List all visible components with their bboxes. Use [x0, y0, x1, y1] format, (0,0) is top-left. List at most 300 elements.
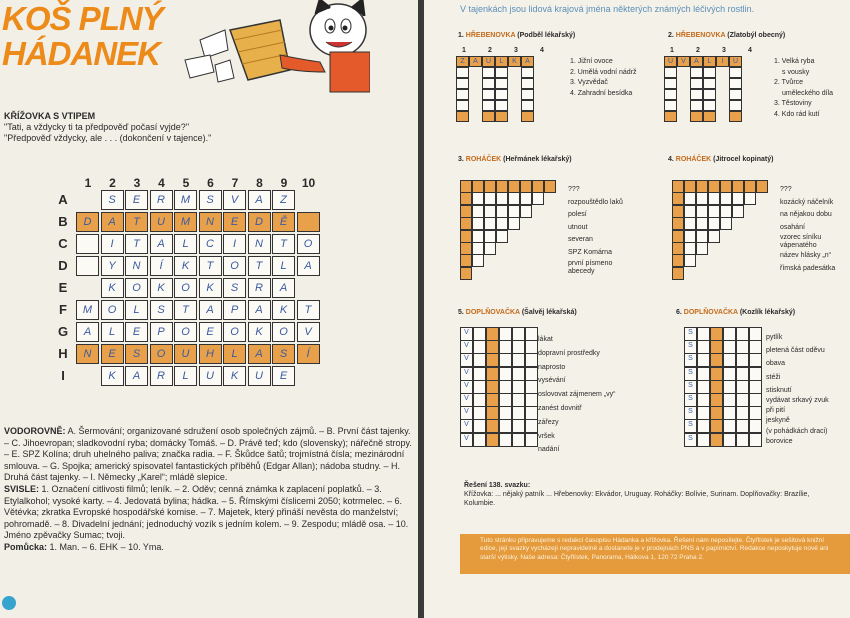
puzzle-cell[interactable] [723, 367, 736, 381]
puzzle-cell[interactable] [512, 406, 525, 420]
puzzle-cell[interactable] [482, 111, 495, 122]
puzzle-cell[interactable] [484, 205, 496, 218]
puzzle-cell[interactable] [499, 367, 512, 381]
crossword-cell[interactable]: S [223, 278, 246, 298]
puzzle-cell[interactable] [684, 242, 696, 255]
puzzle-cell[interactable] [684, 254, 696, 267]
puzzle-cell[interactable] [495, 89, 508, 100]
puzzle-cell[interactable] [512, 353, 525, 367]
puzzle-cell[interactable] [520, 180, 532, 193]
puzzle-cell[interactable] [672, 205, 684, 218]
puzzle-cell[interactable]: S [684, 433, 697, 447]
puzzle-cell[interactable] [472, 180, 484, 193]
puzzle-cell[interactable] [749, 406, 762, 420]
puzzle-cell[interactable] [472, 217, 484, 230]
puzzle-cell[interactable] [484, 180, 496, 193]
puzzle-cell[interactable]: U [482, 56, 495, 67]
crossword-cell[interactable]: N [199, 212, 222, 232]
puzzle-cell[interactable] [460, 242, 472, 255]
crossword-cell[interactable]: T [248, 256, 271, 276]
puzzle-cell[interactable]: I [716, 56, 729, 67]
puzzle-cell[interactable] [499, 380, 512, 394]
crossword-cell[interactable]: I [223, 234, 246, 254]
crossword-cell[interactable]: L [174, 234, 197, 254]
puzzle-cell[interactable] [521, 89, 534, 100]
puzzle-cell[interactable] [486, 419, 499, 433]
puzzle-cell[interactable] [749, 340, 762, 354]
puzzle-cell[interactable] [756, 180, 768, 193]
crossword-cell[interactable]: O [174, 278, 197, 298]
puzzle-cell[interactable] [525, 340, 538, 354]
puzzle-cell[interactable] [729, 100, 742, 111]
puzzle-cell[interactable] [697, 327, 710, 341]
puzzle-cell[interactable] [460, 254, 472, 267]
crossword-cell[interactable]: O [297, 234, 320, 254]
crossword-cell[interactable]: S [150, 300, 173, 320]
puzzle-cell[interactable] [684, 217, 696, 230]
crossword-cell[interactable]: A [272, 278, 295, 298]
crossword-cell[interactable]: N [125, 256, 148, 276]
crossword-cell[interactable]: E [223, 212, 246, 232]
puzzle-cell[interactable] [732, 180, 744, 193]
crossword-cell[interactable]: K [174, 256, 197, 276]
crossword-cell[interactable] [76, 256, 99, 276]
puzzle-cell[interactable] [496, 180, 508, 193]
puzzle-cell[interactable] [486, 340, 499, 354]
puzzle-cell[interactable]: V [460, 340, 473, 354]
puzzle-cell[interactable] [484, 242, 496, 255]
puzzle-cell[interactable] [484, 230, 496, 243]
puzzle-cell[interactable] [690, 78, 703, 89]
puzzle-cell[interactable] [460, 192, 472, 205]
puzzle-cell[interactable] [696, 192, 708, 205]
puzzle-cell[interactable] [736, 340, 749, 354]
puzzle-cell[interactable]: S [684, 380, 697, 394]
puzzle-cell[interactable] [749, 419, 762, 433]
puzzle-cell[interactable] [672, 180, 684, 193]
puzzle-cell[interactable] [496, 192, 508, 205]
puzzle-cell[interactable] [697, 406, 710, 420]
puzzle-cell[interactable] [672, 230, 684, 243]
crossword-cell[interactable]: A [248, 344, 271, 364]
puzzle-cell[interactable] [696, 180, 708, 193]
crossword-cell[interactable]: L [101, 322, 124, 342]
puzzle-cell[interactable] [749, 327, 762, 341]
puzzle-cell[interactable] [729, 67, 742, 78]
puzzle-cell[interactable] [697, 419, 710, 433]
crossword-cell[interactable]: T [125, 212, 148, 232]
puzzle-cell[interactable] [710, 353, 723, 367]
puzzle-cell[interactable] [508, 217, 520, 230]
puzzle-cell[interactable] [472, 230, 484, 243]
crossword-cell[interactable]: O [150, 344, 173, 364]
puzzle-cell[interactable] [512, 419, 525, 433]
puzzle-cell[interactable] [672, 192, 684, 205]
puzzle-cell[interactable] [696, 217, 708, 230]
puzzle-cell[interactable] [708, 192, 720, 205]
puzzle-cell[interactable] [508, 180, 520, 193]
puzzle-cell[interactable] [521, 78, 534, 89]
puzzle-cell[interactable] [720, 192, 732, 205]
crossword-cell[interactable]: L [174, 366, 197, 386]
puzzle-cell[interactable] [472, 242, 484, 255]
puzzle-cell[interactable]: U [729, 56, 742, 67]
crossword-cell[interactable]: P [150, 322, 173, 342]
puzzle-cell[interactable] [720, 180, 732, 193]
puzzle-cell[interactable] [684, 192, 696, 205]
crossword-cell[interactable]: R [150, 190, 173, 210]
puzzle-cell[interactable] [512, 327, 525, 341]
crossword-cell[interactable]: A [125, 366, 148, 386]
crossword-cell[interactable]: P [223, 300, 246, 320]
crossword-cell[interactable] [76, 234, 99, 254]
puzzle-cell[interactable] [697, 367, 710, 381]
puzzle-cell[interactable] [710, 340, 723, 354]
puzzle-cell[interactable] [664, 111, 677, 122]
puzzle-cell[interactable] [532, 180, 544, 193]
puzzle-cell[interactable]: V [460, 393, 473, 407]
crossword-cell[interactable]: I [101, 234, 124, 254]
crossword-cell[interactable]: N [248, 234, 271, 254]
puzzle-cell[interactable] [482, 100, 495, 111]
puzzle-cell[interactable] [499, 327, 512, 341]
puzzle-cell[interactable] [710, 393, 723, 407]
crossword-cell[interactable]: C [199, 234, 222, 254]
puzzle-cell[interactable] [525, 393, 538, 407]
puzzle-cell[interactable] [744, 180, 756, 193]
puzzle-cell[interactable] [708, 180, 720, 193]
crossword-cell[interactable]: D [248, 212, 271, 232]
puzzle-cell[interactable]: L [495, 56, 508, 67]
puzzle-cell[interactable] [495, 100, 508, 111]
puzzle-cell[interactable] [697, 393, 710, 407]
crossword-cell[interactable]: E [272, 366, 295, 386]
puzzle-cell[interactable] [496, 217, 508, 230]
puzzle-cell[interactable] [736, 367, 749, 381]
puzzle-cell[interactable] [723, 406, 736, 420]
puzzle-cell[interactable] [499, 406, 512, 420]
puzzle-cell[interactable] [703, 67, 716, 78]
puzzle-cell[interactable] [473, 393, 486, 407]
puzzle-cell[interactable] [736, 380, 749, 394]
crossword-cell[interactable]: K [199, 278, 222, 298]
puzzle-cell[interactable] [684, 205, 696, 218]
crossword-cell[interactable]: R [248, 278, 271, 298]
puzzle-cell[interactable] [484, 192, 496, 205]
puzzle-cell[interactable] [486, 380, 499, 394]
puzzle-cell[interactable]: V [460, 327, 473, 341]
puzzle-cell[interactable] [521, 111, 534, 122]
puzzle-cell[interactable] [703, 89, 716, 100]
puzzle-cell[interactable] [473, 406, 486, 420]
puzzle-cell[interactable] [697, 340, 710, 354]
crossword-cell[interactable]: O [223, 256, 246, 276]
puzzle-cell[interactable] [703, 78, 716, 89]
puzzle-cell[interactable] [525, 433, 538, 447]
puzzle-cell[interactable]: V [460, 419, 473, 433]
puzzle-cell[interactable]: S [684, 419, 697, 433]
puzzle-cell[interactable]: S [684, 393, 697, 407]
puzzle-cell[interactable] [484, 217, 496, 230]
crossword-cell[interactable]: A [297, 256, 320, 276]
crossword-cell[interactable]: L [272, 256, 295, 276]
puzzle-cell[interactable] [473, 380, 486, 394]
puzzle-cell[interactable] [736, 393, 749, 407]
puzzle-cell[interactable] [736, 406, 749, 420]
puzzle-cell[interactable] [723, 353, 736, 367]
puzzle-cell[interactable] [473, 327, 486, 341]
puzzle-cell[interactable] [664, 78, 677, 89]
crossword-cell[interactable]: S [101, 190, 124, 210]
puzzle-cell[interactable] [729, 78, 742, 89]
crossword-cell[interactable]: U [174, 344, 197, 364]
puzzle-cell[interactable] [708, 205, 720, 218]
puzzle-cell[interactable]: V [460, 367, 473, 381]
puzzle-cell[interactable]: V [460, 406, 473, 420]
puzzle-cell[interactable] [456, 78, 469, 89]
puzzle-cell[interactable] [690, 100, 703, 111]
crossword-cell[interactable]: K [101, 278, 124, 298]
puzzle-cell[interactable] [521, 67, 534, 78]
puzzle-cell[interactable] [499, 353, 512, 367]
puzzle-cell[interactable] [749, 433, 762, 447]
puzzle-cell[interactable] [499, 340, 512, 354]
puzzle-cell[interactable] [720, 205, 732, 218]
puzzle-cell[interactable] [456, 67, 469, 78]
puzzle-cell[interactable] [472, 192, 484, 205]
puzzle-cell[interactable] [708, 230, 720, 243]
puzzle-cell[interactable] [684, 180, 696, 193]
puzzle-cell[interactable] [723, 327, 736, 341]
puzzle-cell[interactable] [512, 340, 525, 354]
crossword-cell[interactable]: S [199, 190, 222, 210]
puzzle-cell[interactable] [486, 367, 499, 381]
puzzle-cell[interactable] [525, 327, 538, 341]
crossword-cell[interactable]: E [125, 322, 148, 342]
puzzle-cell[interactable] [508, 192, 520, 205]
crossword-cell[interactable]: Z [272, 190, 295, 210]
puzzle-cell[interactable] [482, 78, 495, 89]
puzzle-cell[interactable] [690, 89, 703, 100]
puzzle-cell[interactable] [732, 192, 744, 205]
crossword-cell[interactable] [297, 212, 320, 232]
puzzle-cell[interactable] [736, 419, 749, 433]
puzzle-cell[interactable] [697, 380, 710, 394]
puzzle-cell[interactable] [486, 327, 499, 341]
puzzle-cell[interactable] [729, 89, 742, 100]
puzzle-cell[interactable] [710, 406, 723, 420]
crossword-cell[interactable]: K [248, 322, 271, 342]
puzzle-cell[interactable] [473, 340, 486, 354]
puzzle-cell[interactable]: L [703, 56, 716, 67]
puzzle-cell[interactable] [520, 192, 532, 205]
crossword-cell[interactable]: M [174, 212, 197, 232]
crossword-cell[interactable]: U [150, 212, 173, 232]
crossword-cell[interactable]: U [248, 366, 271, 386]
puzzle-cell[interactable] [672, 267, 684, 280]
puzzle-cell[interactable] [749, 353, 762, 367]
puzzle-cell[interactable] [472, 205, 484, 218]
puzzle-cell[interactable]: V [460, 433, 473, 447]
crossword-cell[interactable]: E [199, 322, 222, 342]
puzzle-cell[interactable] [460, 180, 472, 193]
puzzle-cell[interactable] [456, 89, 469, 100]
puzzle-cell[interactable]: S [684, 367, 697, 381]
puzzle-cell[interactable] [690, 67, 703, 78]
puzzle-cell[interactable] [499, 393, 512, 407]
crossword-cell[interactable]: V [297, 322, 320, 342]
crossword-cell[interactable]: Y [101, 256, 124, 276]
puzzle-cell[interactable] [749, 380, 762, 394]
crossword-cell[interactable]: A [248, 190, 271, 210]
puzzle-cell[interactable] [486, 406, 499, 420]
puzzle-cell[interactable]: S [684, 353, 697, 367]
crossword-cell[interactable]: K [150, 278, 173, 298]
puzzle-cell[interactable] [544, 180, 556, 193]
puzzle-cell[interactable] [708, 217, 720, 230]
puzzle-cell[interactable]: V [677, 56, 690, 67]
crossword-cell[interactable]: A [101, 212, 124, 232]
puzzle-cell[interactable] [703, 100, 716, 111]
crossword-cell[interactable]: O [272, 322, 295, 342]
puzzle-cell[interactable] [723, 419, 736, 433]
puzzle-cell[interactable] [672, 217, 684, 230]
puzzle-cell[interactable] [472, 254, 484, 267]
puzzle-cell[interactable] [723, 393, 736, 407]
puzzle-cell[interactable] [525, 380, 538, 394]
crossword-cell[interactable]: Í [150, 256, 173, 276]
crossword-cell[interactable]: O [125, 278, 148, 298]
puzzle-cell[interactable] [512, 393, 525, 407]
puzzle-cell[interactable] [732, 205, 744, 218]
puzzle-cell[interactable] [512, 367, 525, 381]
puzzle-cell[interactable] [486, 393, 499, 407]
crossword-cell[interactable]: K [272, 300, 295, 320]
puzzle-cell[interactable]: S [684, 327, 697, 341]
puzzle-cell[interactable] [473, 367, 486, 381]
puzzle-cell[interactable]: V [460, 380, 473, 394]
puzzle-cell[interactable] [749, 393, 762, 407]
puzzle-cell[interactable] [499, 419, 512, 433]
puzzle-cell[interactable] [460, 230, 472, 243]
puzzle-cell[interactable] [710, 433, 723, 447]
crossword-cell[interactable]: L [125, 300, 148, 320]
puzzle-cell[interactable] [495, 78, 508, 89]
crossword-cell[interactable]: O [174, 322, 197, 342]
puzzle-cell[interactable]: Z [456, 56, 469, 67]
crossword-cell[interactable]: Ě [272, 212, 295, 232]
puzzle-cell[interactable] [696, 205, 708, 218]
puzzle-cell[interactable] [729, 111, 742, 122]
puzzle-cell[interactable] [512, 433, 525, 447]
puzzle-cell[interactable] [525, 367, 538, 381]
puzzle-cell[interactable] [499, 433, 512, 447]
puzzle-cell[interactable] [473, 419, 486, 433]
puzzle-cell[interactable] [512, 380, 525, 394]
crossword-cell[interactable]: T [199, 256, 222, 276]
puzzle-cell[interactable] [525, 419, 538, 433]
puzzle-cell[interactable] [696, 242, 708, 255]
puzzle-cell[interactable] [456, 111, 469, 122]
puzzle-cell[interactable] [749, 367, 762, 381]
puzzle-cell[interactable] [710, 419, 723, 433]
puzzle-cell[interactable] [672, 254, 684, 267]
puzzle-cell[interactable] [736, 353, 749, 367]
puzzle-cell[interactable] [684, 230, 696, 243]
crossword-cell[interactable]: Í [297, 344, 320, 364]
puzzle-cell[interactable] [723, 380, 736, 394]
crossword-cell[interactable]: S [272, 344, 295, 364]
puzzle-cell[interactable] [664, 100, 677, 111]
puzzle-cell[interactable] [495, 111, 508, 122]
puzzle-cell[interactable]: A [469, 56, 482, 67]
crossword-cell[interactable]: K [223, 366, 246, 386]
crossword-cell[interactable]: A [76, 322, 99, 342]
puzzle-cell[interactable] [710, 367, 723, 381]
puzzle-cell[interactable] [508, 205, 520, 218]
crossword-cell[interactable]: D [76, 212, 99, 232]
puzzle-cell[interactable] [697, 353, 710, 367]
crossword-cell[interactable]: T [297, 300, 320, 320]
crossword-cell[interactable]: E [101, 344, 124, 364]
crossword-cell[interactable]: L [223, 344, 246, 364]
crossword-cell[interactable]: A [150, 234, 173, 254]
puzzle-cell[interactable] [460, 205, 472, 218]
crossword-cell[interactable]: O [223, 322, 246, 342]
puzzle-cell[interactable]: S [684, 340, 697, 354]
crossword-cell[interactable]: M [174, 190, 197, 210]
puzzle-cell[interactable] [664, 67, 677, 78]
puzzle-cell[interactable]: A [521, 56, 534, 67]
puzzle-cell[interactable] [723, 433, 736, 447]
puzzle-cell[interactable]: S [684, 406, 697, 420]
puzzle-cell[interactable] [703, 111, 716, 122]
crossword-cell[interactable]: V [223, 190, 246, 210]
puzzle-cell[interactable] [496, 230, 508, 243]
puzzle-cell[interactable] [736, 433, 749, 447]
puzzle-cell[interactable] [710, 380, 723, 394]
crossword-cell[interactable]: E [125, 190, 148, 210]
puzzle-cell[interactable] [456, 100, 469, 111]
crossword-cell[interactable]: S [125, 344, 148, 364]
puzzle-cell[interactable] [482, 67, 495, 78]
puzzle-cell[interactable] [664, 89, 677, 100]
puzzle-cell[interactable] [744, 192, 756, 205]
puzzle-cell[interactable] [521, 100, 534, 111]
puzzle-cell[interactable]: A [690, 56, 703, 67]
crossword-cell[interactable]: H [199, 344, 222, 364]
crossword-cell[interactable]: M [76, 300, 99, 320]
crossword-cell[interactable]: N [76, 344, 99, 364]
puzzle-cell[interactable] [710, 327, 723, 341]
crossword-cell[interactable]: A [248, 300, 271, 320]
puzzle-cell[interactable] [486, 433, 499, 447]
puzzle-cell[interactable] [460, 217, 472, 230]
crossword-cell[interactable]: R [150, 366, 173, 386]
puzzle-cell[interactable] [495, 67, 508, 78]
puzzle-cell[interactable] [672, 242, 684, 255]
crossword-cell[interactable]: K [101, 366, 124, 386]
puzzle-cell[interactable] [486, 353, 499, 367]
puzzle-cell[interactable] [696, 230, 708, 243]
puzzle-cell[interactable] [520, 205, 532, 218]
puzzle-cell[interactable] [460, 267, 472, 280]
crossword-cell[interactable]: O [101, 300, 124, 320]
crossword-cell[interactable]: U [199, 366, 222, 386]
puzzle-cell[interactable] [496, 205, 508, 218]
puzzle-cell[interactable] [525, 353, 538, 367]
puzzle-cell[interactable] [473, 433, 486, 447]
